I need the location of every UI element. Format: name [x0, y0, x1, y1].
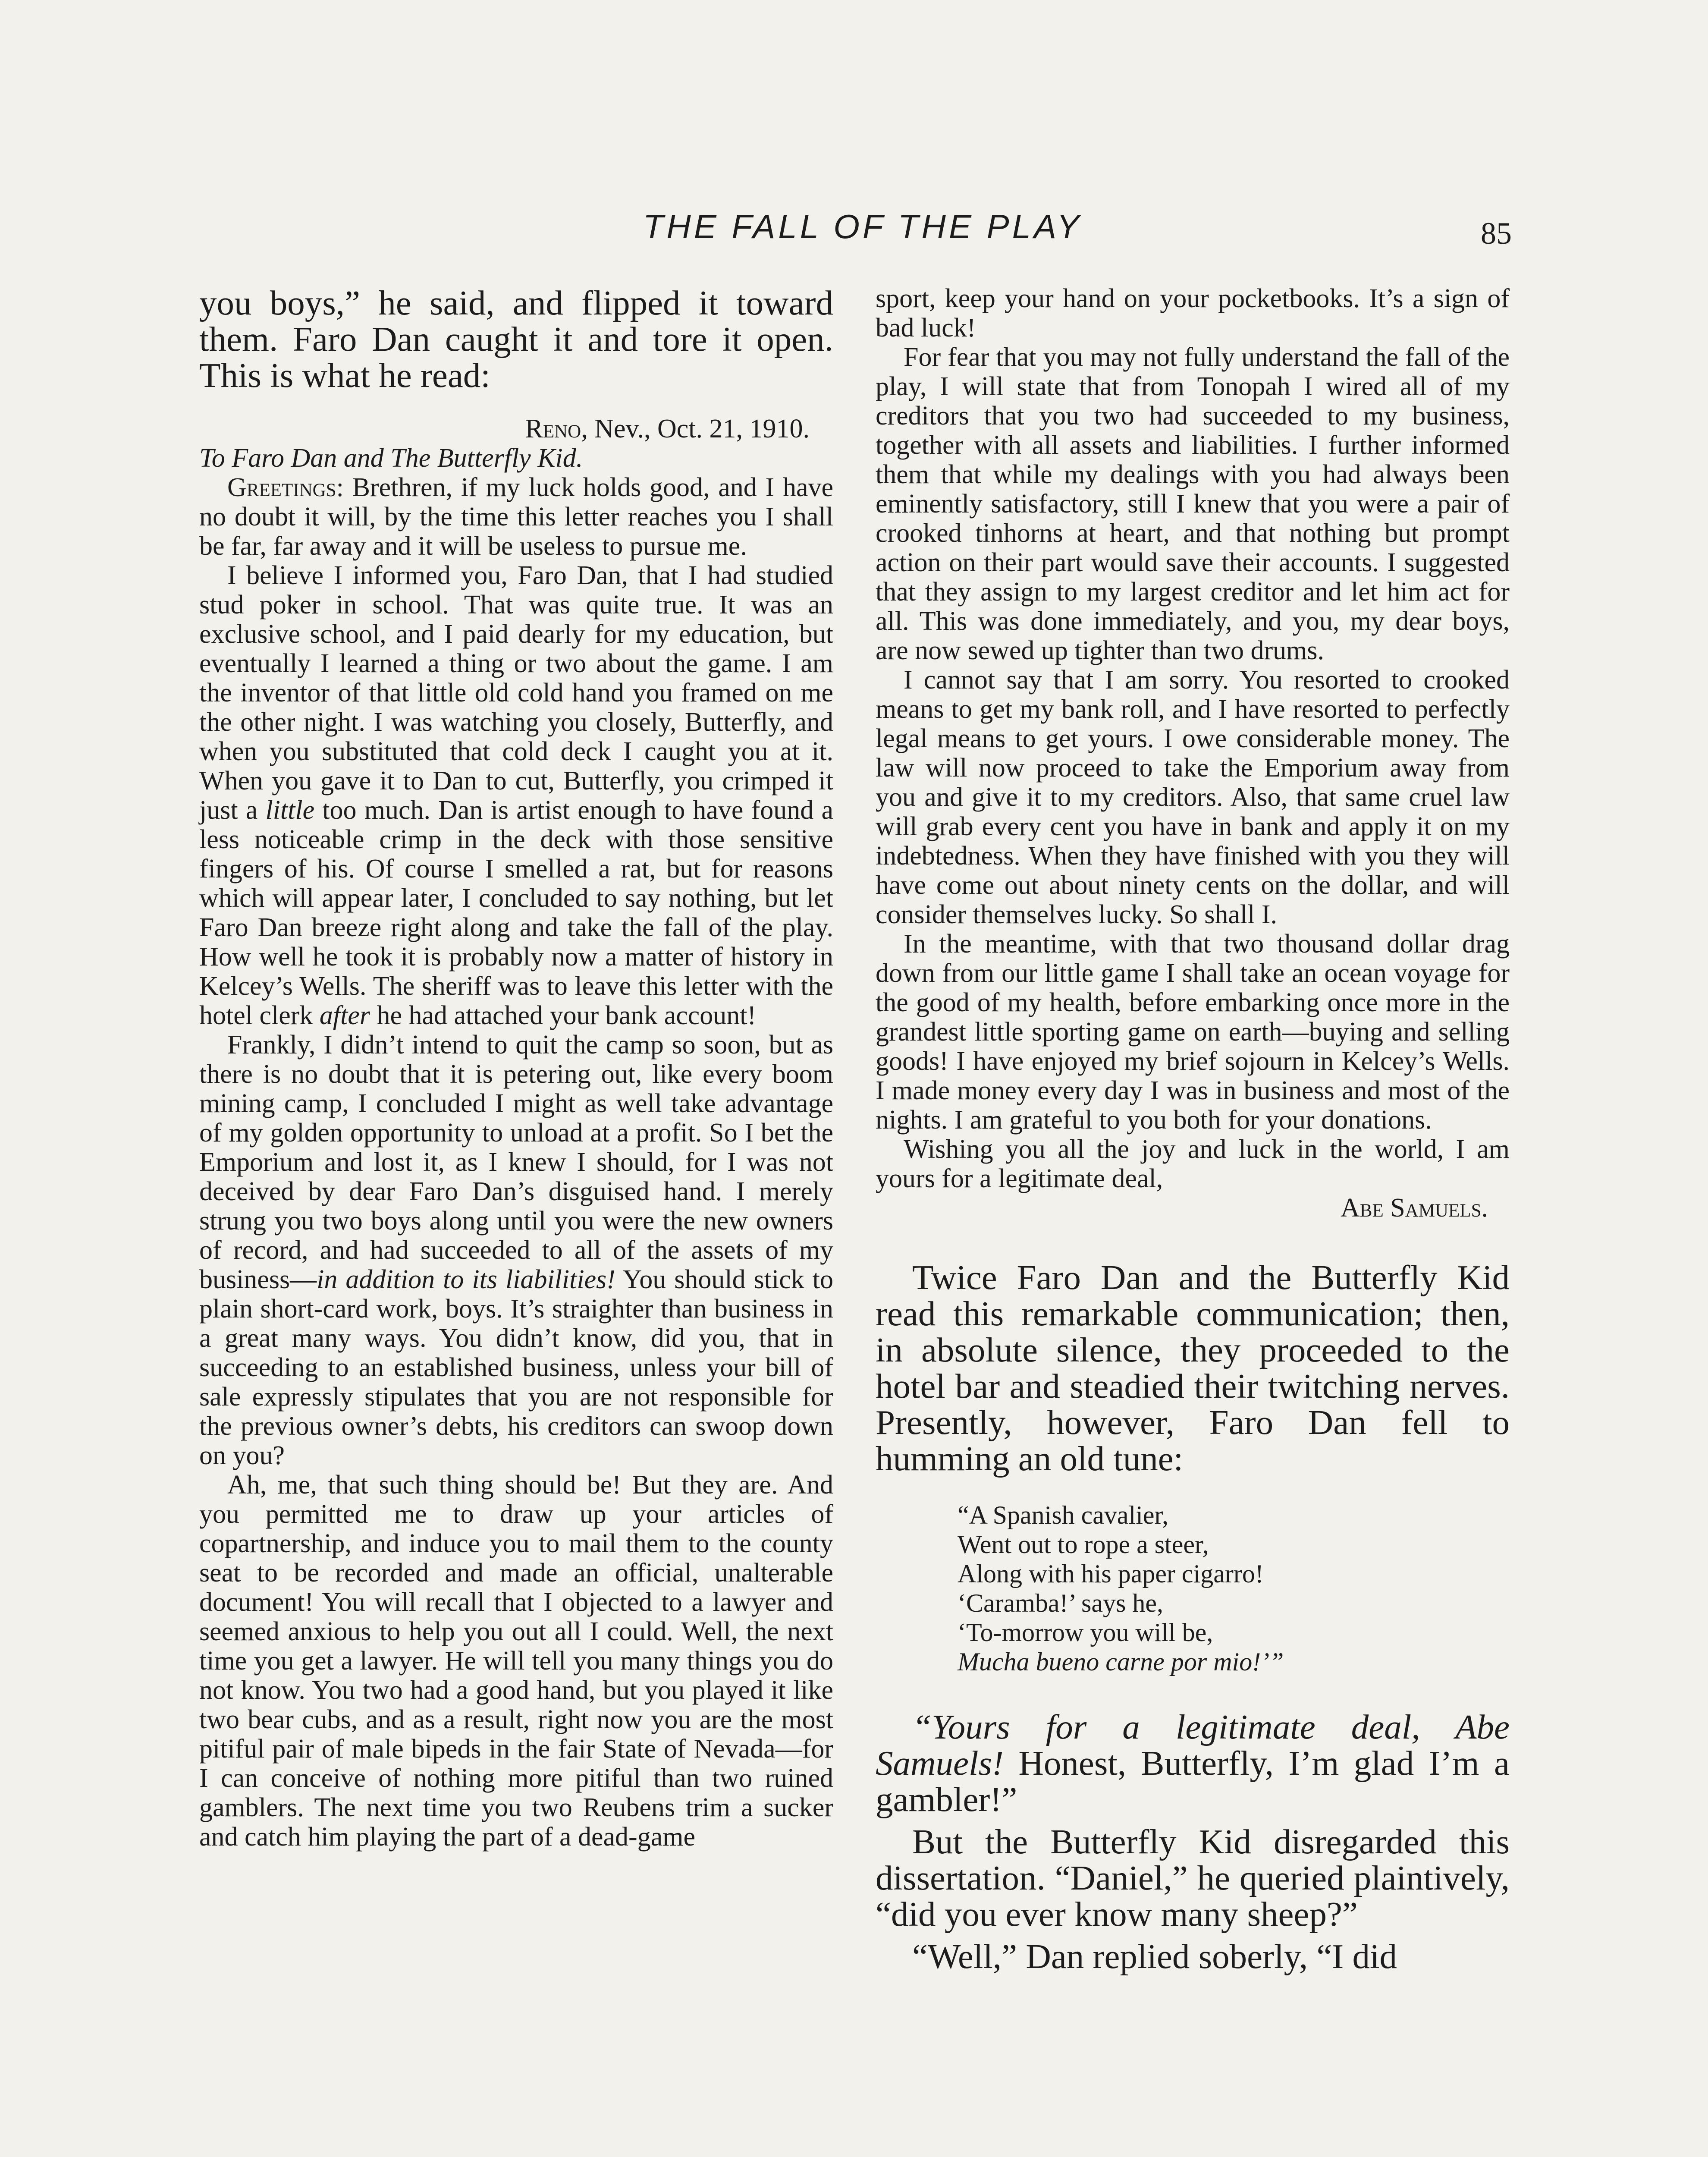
letter-dateline: [199, 414, 833, 443]
right-column: [876, 284, 1510, 1975]
narrative-paragraph-twice: Twice Faro Dan and the Butterfly Kid read this remarkable communication; then, in absolute silence, they proceeded to the hotel bar and steadied their twitching nerves. Presently, however, Faro Dan fell to humming an old tune:: [876, 1258, 1510, 1478]
letter-paragraph-closing: Wishing you all the joy and luck in the world, I am yours for a legitimate deal,: [876, 1135, 1510, 1193]
letter-paragraph-continued: sport, keep your hand on your pocketbooks. It’s a sign of bad luck!: [876, 284, 1510, 343]
signature-name: Abe Samuels.: [1341, 1193, 1488, 1223]
song-line: ‘To-morrow you will be,: [958, 1618, 1213, 1647]
paragraph-text: he had attached your bank account!: [370, 1001, 757, 1030]
intro-paragraph: you boys,” he said, and flipped it toward them. Faro Dan caught it and tore it open. This is what he read:: [199, 283, 833, 395]
narrative-paragraph-yours: [876, 1709, 1510, 1817]
song-verse: [958, 1500, 1510, 1676]
page-number: 85: [1481, 216, 1512, 251]
song-line: Along with his paper cigarro!: [958, 1560, 1264, 1588]
song-line: Went out to rope a steer,: [958, 1530, 1209, 1559]
letter-date: , Nev., Oct. 21, 1910.: [581, 414, 810, 443]
letter-paragraph-not-sorry: I cannot say that I am sorry. You resorted to crooked means to get my bank roll, and I have resorted to perfectly legal means to get yours. I owe considerable money. The law will now proceed to take the Emporium away from you and give it to my creditors. Also, that same cruel law will grab every cent you have in bank and apply it on my indebtedness. When they have finished with you they will have come out about ninety cents on the dollar, and will consider themselves lucky. So shall I.: [876, 665, 1510, 929]
letter-signature: [876, 1193, 1510, 1223]
narrative-paragraph-well: “Well,” Dan replied soberly, “I did: [912, 1937, 1397, 1976]
letter-paragraph-greeting: [199, 473, 833, 561]
running-header-title: THE FALL OF THE PLAY: [643, 208, 1083, 245]
paragraph-text: I believe I informed you, Faro Dan, that I had studied stud poker in school. That was quite true. It was an exclusive school, and I paid dearly for my education, but eventually I learned a thing or two about the game. I am the inventor of that little old cold hand you framed on me the other night. I was watching you closely, Butterfly, and when you substituted that cold deck I caught you at it. When you gave it to Dan to cut, Butterfly, you crimped it just a: [199, 561, 833, 825]
left-column: [199, 285, 833, 1852]
paragraph-text: You should stick to plain short-card work, boys. It’s straighter than business in a great many ways. You didn’t know, did you, that in succeeding to an established business, unless your bill of sale expressly stipulates that you are not responsible for the previous owner’s debts, his creditors can swoop down on you?: [199, 1265, 833, 1470]
letter-paragraph-stud-poker: [199, 561, 833, 1030]
letter-paragraph-ah-me: Ah, me, that such thing should be! But they are. And you permitted me to draw up your articles of copartnership, and induce you to mail them to the county seat to be recorded and made an official, unalterable document! You will recall that I objected to a lawyer and seemed anxious to help you out all I could. Well, the next time you get a lawyer. He will tell you many things you do not know. You two had a good hand, but you played it like two bear cubs, and as a result, right now you are the most pitiful pair of male bipeds in the fair State of Nevada—for I can conceive of nothing more pitiful than two ruined gamblers. The next time you two Reubens trim a sucker and catch him playing the part of a dead-game: [199, 1470, 833, 1852]
emphasis-text: “Yours for a legitimate deal, Abe Samuels!: [876, 1707, 1510, 1783]
letter-paragraph-meantime: In the meantime, with that two thousand dollar drag down from our little game I shall take an ocean voyage for the good of my health, before embarking once more in the grandest little sporting game on earth—buying and selling goods! I have enjoyed my brief sojourn in Kelcey’s Wells. I made money every day I was in business and most of the nights. I am grateful to you both for your donations.: [876, 929, 1510, 1135]
narrative-paragraph-sheep: But the Butterfly Kid disregarded this dissertation. “Daniel,” he queried plaintively, “did you ever know many sheep?”: [876, 1822, 1510, 1934]
emphasis-text: little: [265, 796, 315, 825]
emphasis-text: in addition to its liabilities!: [317, 1265, 615, 1294]
letter-paragraph-frankly: [199, 1030, 833, 1470]
song-line: ‘Caramba!’ says he,: [958, 1589, 1164, 1617]
song-line: “A Spanish cavalier,: [958, 1501, 1169, 1529]
paragraph-text: Honest, Butterfly, I’m glad I’m a gambler!”: [876, 1744, 1510, 1819]
letter-place: Reno: [525, 414, 581, 443]
emphasis-text: after: [319, 1001, 370, 1030]
greeting-label: Greetings: [227, 473, 336, 502]
letter-paragraph-fall-of-play: For fear that you may not fully understand the fall of the play, I will state that from Tonopah I wired all of my creditors that you two had succeeded to my business, together with all assets and liabilities. I further informed them that while my dealings with you had always been eminently satisfactory, still I knew that you were a pair of crooked tinhorns at heart, and that nothing but prompt action on their part would save their accounts. I suggested that they assign to my largest creditor and let him act for all. This was done immediately, and you, my dear boys, are now sewed up tighter than two drums.: [876, 343, 1510, 665]
letter-addressee: To Faro Dan and The Butterfly Kid.: [199, 443, 583, 473]
paragraph-text: Frankly, I didn’t intend to quit the camp so soon, but as there is no doubt that it is petering out, like every boom mining camp, I concluded I might as well take advantage of my golden opportunity to unload at a profit. So I bet the Emporium and lost it, as I knew I should, for I was not deceived by dear Faro Dan’s disguised hand. I merely strung you two boys along until you were the new owners of record, and had succeeded to all of the assets of my business—: [199, 1030, 833, 1294]
song-line: Mucha bueno carne por mio!’”: [958, 1648, 1284, 1676]
paragraph-text: too much. Dan is artist enough to have found a less noticeable crimp in the deck with those sensitive fingers of his. Of course I smelled a rat, but for reasons which will appear later, I concluded to say nothing, but let Faro Dan breeze right along and take the fall of the play. How well he took it is probably now a matter of history in Kelcey’s Wells. The sheriff was to leave this letter with the hotel clerk: [199, 796, 833, 1030]
greeting-text: : Brethren, if my luck holds good, and I have no doubt it will, by the time this letter reaches you I shall be far, far away and it will be useless to pursue me.: [199, 473, 833, 561]
